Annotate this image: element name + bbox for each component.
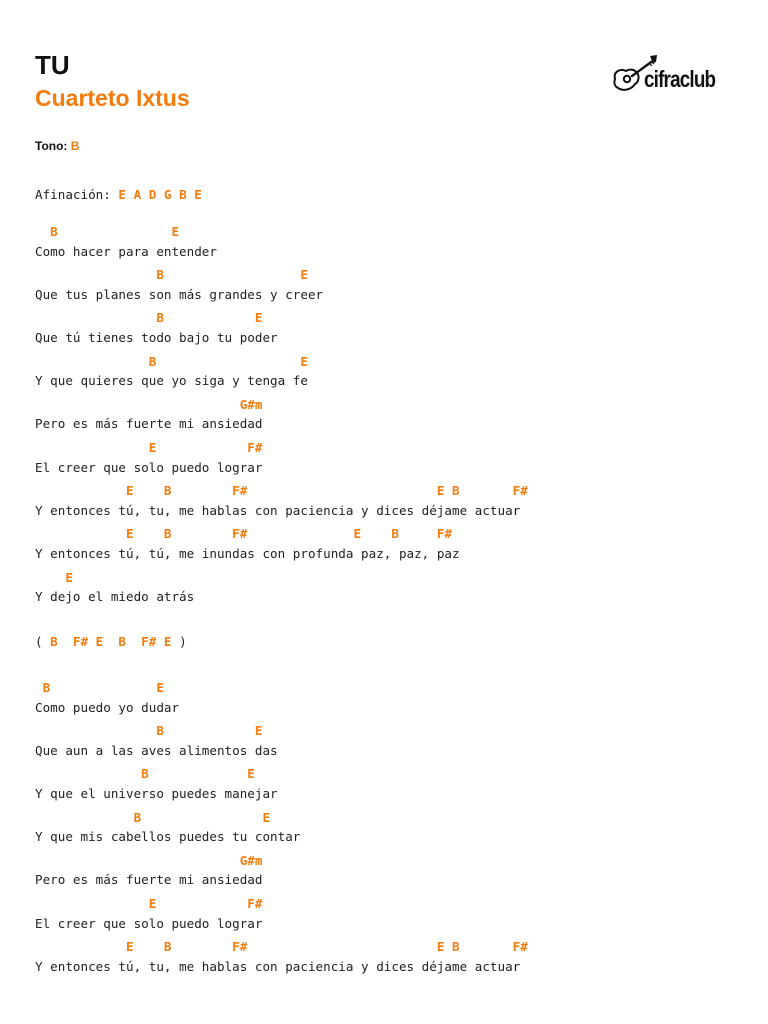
chord-line: B E xyxy=(35,723,263,739)
lyric-line: Y entonces tú, tú, me inundas con profunda paz, paz, paz xyxy=(35,545,460,561)
chord-line: B E xyxy=(35,353,308,369)
artist-name: Cuarteto Ixtus xyxy=(35,85,190,111)
chord-line: B E xyxy=(35,267,308,283)
tuning-label: Afinación: xyxy=(35,187,111,202)
lyric-line: El creer que solo puedo lograr xyxy=(35,915,263,931)
lyric-line: Y dejo el miedo atrás xyxy=(35,589,195,605)
chord-line: B E xyxy=(35,310,263,326)
key-info xyxy=(35,138,79,154)
verse-1 xyxy=(35,220,755,609)
lyric-line: Y entonces tú, tu, me hablas con paciencia y dices déjame actuar xyxy=(35,958,521,974)
lyric-line: Que tú tienes todo bajo tu poder xyxy=(35,329,278,345)
chord-line: B E xyxy=(35,766,255,782)
chord-line: E xyxy=(35,569,73,585)
chord-line: B E xyxy=(35,224,180,239)
chord-line: B E xyxy=(35,809,271,825)
chord-line: E F# xyxy=(35,439,263,455)
chord-line: E F# xyxy=(35,895,263,911)
logo-wordmark: cifraclub xyxy=(644,66,716,92)
lyric-line: Como hacer para entender xyxy=(35,243,217,259)
key-label: Tono: xyxy=(35,139,68,153)
chord-line: B E xyxy=(35,680,164,695)
interlude xyxy=(35,633,187,651)
lyric-line: Y entonces tú, tu, me hablas con paciencia y dices déjame actuar xyxy=(35,502,521,518)
lyric-line: El creer que solo puedo lograr xyxy=(35,459,263,475)
chord-line: E B F# E B F# xyxy=(35,939,528,955)
chord-line: E B F# E B F# xyxy=(35,526,453,542)
interlude-close: ) xyxy=(171,634,187,649)
tuning-info xyxy=(35,186,202,204)
chord-line: G#m xyxy=(35,852,263,868)
interlude-open: ( xyxy=(35,634,51,649)
lyric-line: Pero es más fuerte mi ansiedad xyxy=(35,416,263,432)
lyric-line: Como puedo yo dudar xyxy=(35,699,180,715)
chord-line: E B F# E B F# xyxy=(35,483,528,499)
lyric-line: Y que el universo puedes manejar xyxy=(35,785,278,801)
key-value: B xyxy=(70,139,80,153)
verse-2 xyxy=(35,676,755,978)
cifraclub-logo xyxy=(610,50,725,100)
lyric-line: Que tus planes son más grandes y creer xyxy=(35,286,324,302)
lyric-line: Pero es más fuerte mi ansiedad xyxy=(35,872,263,888)
chord-line: G#m xyxy=(35,396,263,412)
song-title: TU xyxy=(35,50,70,80)
interlude-chords: B F# E B F# E xyxy=(50,634,172,649)
tuning-notes: E A D G B E xyxy=(118,187,202,202)
lyric-line: Que aun a las aves alimentos das xyxy=(35,742,278,758)
lyric-line: Y que quieres que yo siga y tenga fe xyxy=(35,373,308,389)
lyric-line: Y que mis cabellos puedes tu contar xyxy=(35,829,301,845)
